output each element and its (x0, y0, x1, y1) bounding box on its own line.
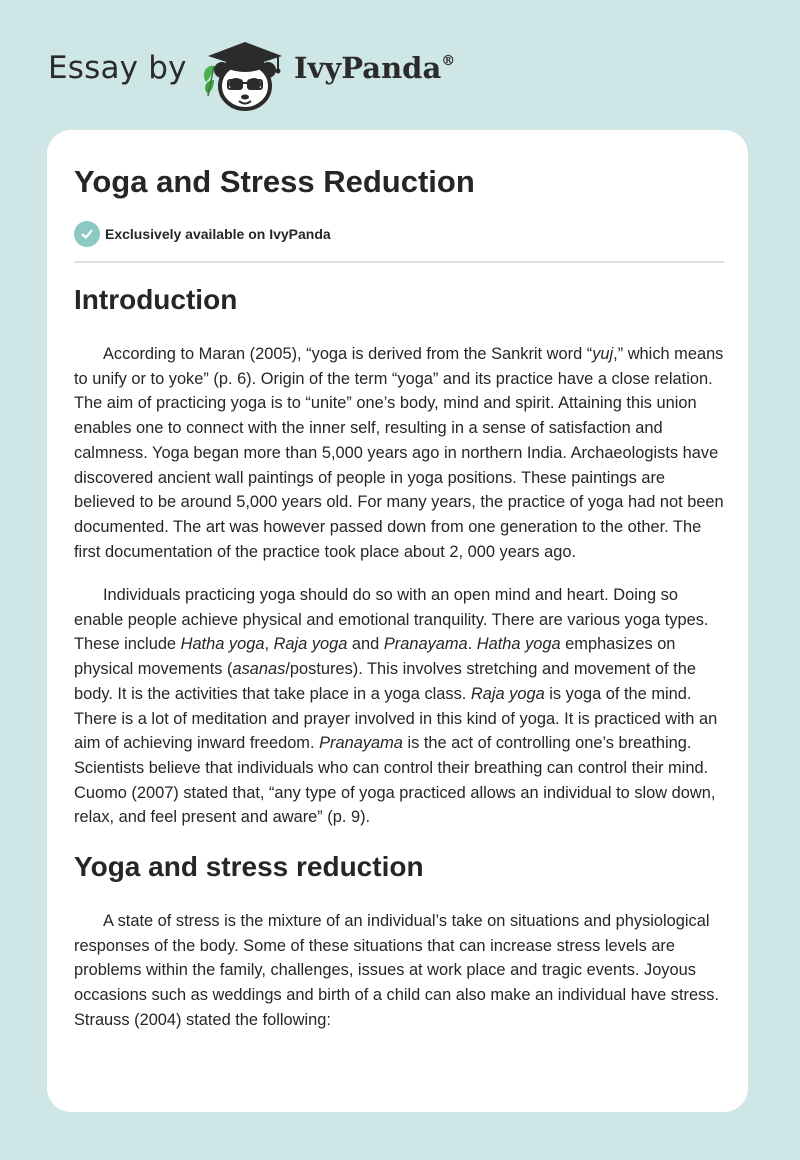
brand-name: IvyPanda® (294, 51, 456, 85)
exclusive-badge (74, 221, 331, 247)
title-divider (74, 261, 724, 263)
essay-title: Yoga and Stress Reduction (74, 164, 475, 199)
paragraph: A state of stress is the mixture of an individual’s take on situations and physiological responses of the body. Some of these situations that can increase stress levels are problems within the family, challenges, issues at work place and tragic events. Joyous occasions such as weddings and birth of a child can also make an individual have stress. Strauss (2004) stated the following: (74, 912, 720, 1029)
check-icon (74, 221, 100, 247)
site-header-brand[interactable] (48, 36, 508, 112)
essay-card (47, 130, 748, 1112)
badge-label: Exclusively available on IvyPanda (105, 226, 331, 242)
section-heading-introduction: Introduction (74, 284, 238, 315)
paragraph: Individuals practicing yoga should do so with an open mind and heart. Doing so enable people achieve physical and emotional tranquility. There are various yoga types. These include Hatha yoga, Raja yoga and Pranayama. Hatha yoga emphasizes on physical movements (asanas/postures). This involves stretching and movement of the body. It is the activities that take place in a yoga class. Raja yoga is yoga of the mind. There is a lot of meditation and prayer involved in this kind of yoga. It is practiced with an aim of achieving inward freedom. Pranayama is the act of controlling one’s breathing. Scientists believe that individuals who can control their breathing can control their mind. Cuomo (2007) stated that, “any type of yoga practiced allows an individual to slow down, relax, and feel present and aware” (p. 9). (74, 586, 718, 827)
brand-prefix: Essay by (48, 50, 187, 86)
paragraph: According to Maran (2005), “yoga is derived from the Sankrit word “yuj,” which means to unify or to yoke” (p. 6). Origin of the term “yoga” and its practice have a close relation. The aim of practicing yoga is to “unite” one’s body, mind and spirit. Attaining this union enables one to connect with the inner self, resulting in a sense of satisfaction and calmness. Yoga began more than 5,000 years ago in northern India. Archaeologists have discovered ancient wall paintings of people in yoga positions. These paintings are believed to be around 5,000 years old. For many years, the practice of yoga had not been documented. The art was however passed down from one generation to the other. The first documentation of the practice took place about 2, 000 years ago. (74, 345, 724, 561)
panda-logo-icon (200, 36, 290, 112)
section-heading-yoga-stress-reduction: Yoga and stress reduction (74, 851, 424, 882)
